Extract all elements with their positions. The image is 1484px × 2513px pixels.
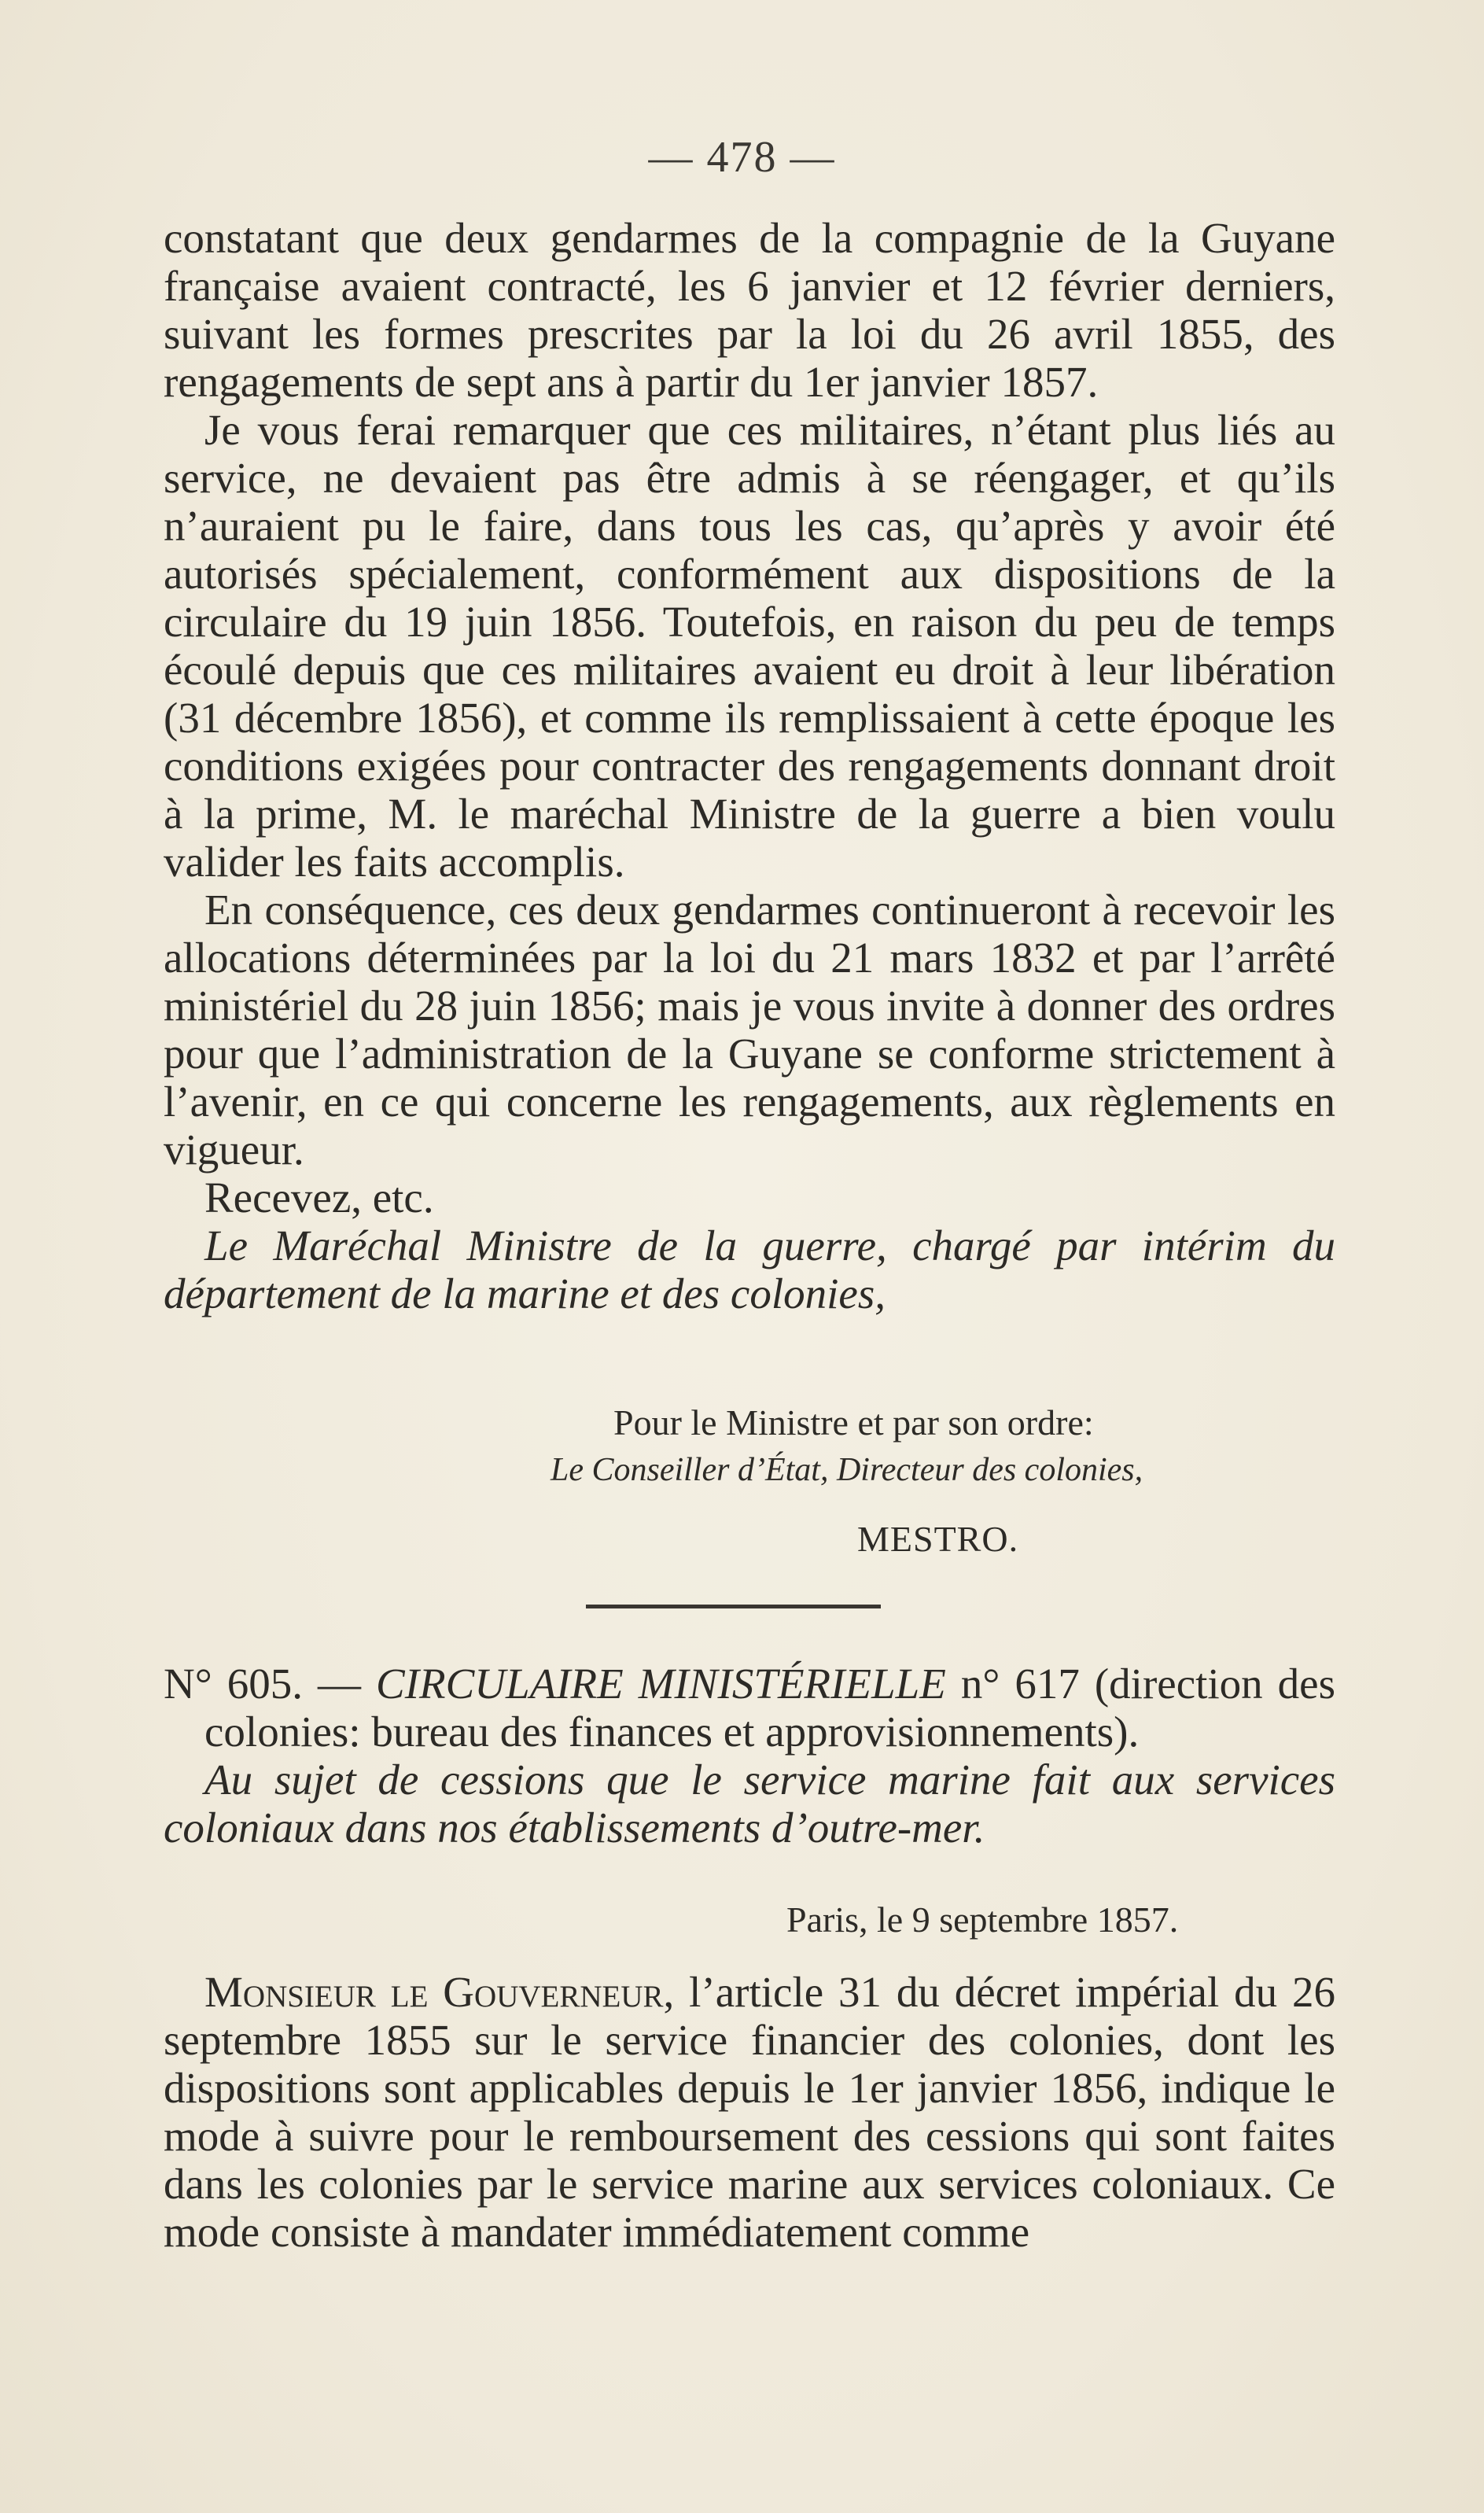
signatory-title: Le Maréchal Ministre de la guerre, chargé par intérim du département de la marine et des colonies, (164, 1221, 1335, 1317)
circular-title-rest: n° 617 (direction des colonies: bureau des finances et approvisionnements). (204, 1660, 1335, 1756)
paragraph-remark: Je vous ferai remarquer que ces militaires, n’étant plus liés au service, ne devaient pas être admis à se réengager, et qu’ils n’auraient pu le faire, dans tous les cas, qu’après y avoir été autorisés spécialement, conformément aux dispositions de la circulaire du 19 juin 1856. Toutefois, en raison du peu de temps écoulé depuis que ces militaires avaient eu droit à leur libération (31 décembre 1856), et comme ils remplissaient à cette époque les conditions exigées pour contracter des rengagements donnant droit à la prime, M. le maréchal Ministre de la guerre a bien voulu valider les faits accomplis. (164, 406, 1335, 886)
section-divider (586, 1605, 881, 1608)
salutation: Monsieur le Gouverneur (204, 1968, 664, 2016)
closing-formula: Recevez, etc. (204, 1174, 434, 1221)
paragraph-consequence: En conséquence, ces deux gendarmes continueront à recevoir les allocations déterminées par la loi du 21 mars 1832 et par l’arrêté ministériel du 28 juin 1856; mais je vous invite à donner des ordres pour que l’administration de la Guyane se conforme strictement à l’avenir, en ce qui concerne les rengagements, aux règlements en vigueur. (164, 886, 1335, 1174)
letter-body (164, 214, 1335, 1317)
circular-body (164, 1968, 1335, 2256)
circular-title-text: CIRCULAIRE MINISTÉRIELLE (376, 1660, 946, 1708)
circular-number: N° 605. — (164, 1660, 361, 1708)
paragraph-continuation: constatant que deux gendarmes de la compagnie de la Guyane française avaient contracté, les 6 janvier et 12 février derniers, suivant les formes prescrites par la loi du 26 avril 1855, des rengagements de sept ans à partir du 1er janvier 1857. (164, 214, 1335, 406)
circular-text: , l’article 31 du décret impérial du 26 septembre 1855 sur le service financier des colonies, dont les dispositions sont applicables depuis le 1er janvier 1856, indique le mode à suivre pour le remboursement des cessions qui sont faites dans les colonies par le service marine aux services coloniaux. Ce mode consiste à mandater immédiatement comme (164, 1968, 1335, 2256)
page-number: — 478 — (648, 133, 836, 182)
dateline: Paris, le 9 septembre 1857. (786, 1899, 1179, 1940)
circular-subject: Au sujet de cessions que le service marine fait aux services coloniaux dans nos établissements d’outre-mer. (164, 1756, 1335, 1852)
circular-heading (164, 1660, 1335, 1852)
signature-line-title: Le Conseiller d’État, Directeur des colonies, (551, 1452, 1143, 1488)
signature-line-order: Pour le Ministre et par son ordre: (613, 1402, 1094, 1443)
circular-paragraph (164, 1968, 1335, 2256)
circular-title (164, 1660, 1335, 1756)
signature-name: MESTRO. (857, 1519, 1019, 1559)
